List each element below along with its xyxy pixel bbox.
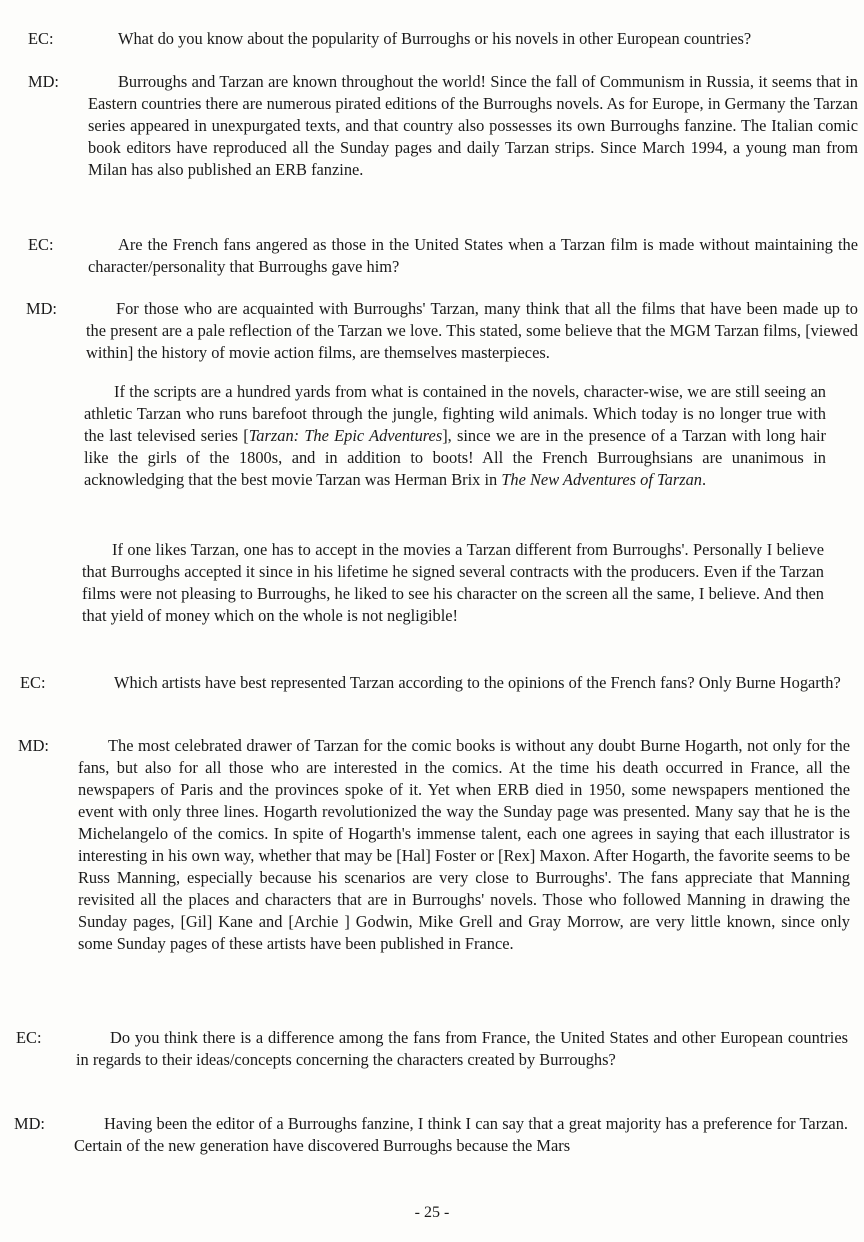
- answer-fanzine-editor: [14, 1113, 848, 1157]
- answer-text: For those who are acquainted with Burroughs' Tarzan, many think that all the films that have been made up to the present are a pale reflection of the Tarzan we love. This stated, some believe that the MGM Tarzan films, [viewed within] the history of movie action films, are themselves masterpieces.: [86, 299, 858, 362]
- answer-scripts-paragraph: [84, 381, 826, 491]
- speaker-label: EC:: [20, 673, 46, 692]
- answer-films-reflection: [26, 298, 858, 364]
- speaker-label: MD:: [26, 299, 57, 318]
- question-artists: [20, 672, 850, 694]
- series-title: Tarzan: The Epic Adventures: [248, 426, 443, 445]
- paragraph-text: .: [701, 470, 707, 489]
- film-title: The New Adventures of Tarzan: [501, 470, 702, 489]
- speaker-label: EC:: [28, 29, 54, 48]
- answer-text: Burroughs and Tarzan are known throughout the world! Since the fall of Communism in Russia, it seems that in Eastern countries there are numerous pirated editions of the Burroughs novels. As for Europe, in Germany the Tarzan series appeared in unexpurgated texts, and that country also possesses its own Burroughs fanzine. The Italian comic book editors have reproduced all the Sunday pages and daily Tarzan strips. Since March 1994, a young man from Milan has also published an ERB fanzine.: [88, 72, 858, 179]
- question-text: Are the French fans angered as those in the United States when a Tarzan film is made without maintaining the character/personality that Burroughs gave him?: [88, 235, 858, 276]
- question-fan-differences: [16, 1027, 848, 1071]
- question-text: What do you know about the popularity of Burroughs or his novels in other European countries?: [118, 29, 752, 48]
- answer-popularity-europe: [28, 71, 858, 181]
- page-number: - 25 -: [414, 1204, 450, 1221]
- answer-hogarth: [18, 735, 850, 955]
- answer-accept-tarzan-paragraph: [82, 539, 824, 627]
- paragraph-text: If the scripts are a hundred yards from what is contained in the novels, character-wise, we are still seeing an athletic Tarzan who runs barefoot through the jungle, fighting wild animals. Which today is no longer true with the last televised series [: [84, 382, 826, 445]
- paragraph-text: ], since we are in the presence of a Tarzan with long hair like the girls of the 1800s, and in addition to boots! All the French Burroughsians are unanimous in acknowledging that the best movie Tarzan was Herman Brix in: [84, 426, 826, 489]
- speaker-label: MD:: [18, 736, 49, 755]
- question-french-fans-angered: [28, 234, 858, 278]
- question-text: Do you think there is a difference among the fans from France, the United States and other European countries in regards to their ideas/concepts concerning the characters created by Burroughs?: [76, 1028, 848, 1069]
- speaker-label: MD:: [14, 1114, 45, 1133]
- speaker-label: MD:: [28, 72, 59, 91]
- question-popularity-europe: [28, 28, 858, 50]
- answer-text: The most celebrated drawer of Tarzan for the comic books is without any doubt Burne Hogarth, not only for the fans, but also for all those who are interested in the comics. At the time his death occurred in France, all the newspapers of Paris and the provinces spoke of it. Yet when ERB died in 1950, some newspapers mentioned the event with only three lines. Hogarth revolutionized the way the Sunday page was presented. Many say that he is the Michelangelo of the comics. In spite of Hogarth's immense talent, each one agrees in saying that each illustrator is interesting in his own way, whether that may be [Hal] Foster or [Rex] Maxon. After Hogarth, the favorite seems to be Russ Manning, especially because his scenarios are very close to Burroughs'. The fans appreciate that Manning revisited all the places and characters that are in Burroughs' novels. Those who followed Manning in drawing the Sunday pages, [Gil] Kane and [Archie ] Godwin, Mike Grell and Gray Morrow, are very little known, since only some Sunday pages of these artists have been published in France.: [78, 736, 850, 953]
- speaker-label: EC:: [28, 235, 54, 254]
- paragraph-text: If one likes Tarzan, one has to accept in the movies a Tarzan different from Burroughs'. Personally I believe that Burroughs accepted it since in his lifetime he signed several contracts with the producers. Even if the Tarzan films were not pleasing to Burroughs, he liked to see his character on the screen all the same, I believe. And then that yield of money which on the whole is not negligible!: [82, 540, 824, 625]
- question-text: Which artists have best represented Tarzan according to the opinions of the French fans? Only Burne Hogarth?: [114, 673, 841, 692]
- speaker-label: EC:: [16, 1028, 42, 1047]
- answer-text: Having been the editor of a Burroughs fanzine, I think I can say that a great majority has a preference for Tarzan. Certain of the new generation have discovered Burroughs because the Mars: [74, 1114, 848, 1155]
